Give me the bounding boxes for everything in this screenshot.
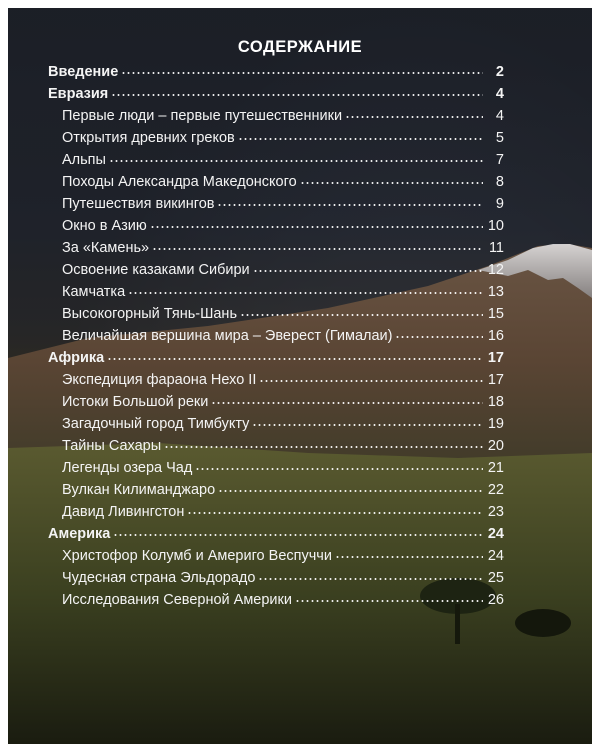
toc-entry-label: За «Камень» bbox=[62, 240, 150, 256]
dot-leader bbox=[238, 138, 483, 140]
toc-entry-label: Величайшая вершина мира – Эверест (Гималаи) bbox=[62, 328, 393, 344]
dot-leader bbox=[258, 578, 483, 580]
toc-entry-label: Вулкан Килиманджаро bbox=[62, 482, 216, 498]
toc-entry[interactable] bbox=[62, 482, 504, 504]
toc-entry[interactable] bbox=[62, 570, 504, 592]
toc-entry-page: 12 bbox=[487, 262, 504, 278]
toc-entry-label: Легенды озера Чад bbox=[62, 460, 193, 476]
toc-entry[interactable] bbox=[48, 526, 504, 548]
dot-leader bbox=[128, 292, 483, 294]
toc-entry-page: 10 bbox=[487, 218, 504, 234]
toc-entry-page: 9 bbox=[495, 196, 504, 212]
dot-leader bbox=[111, 94, 483, 96]
toc-entry-label: Америка bbox=[48, 526, 111, 542]
toc-title: СОДЕРЖАНИЕ bbox=[237, 38, 363, 56]
toc-entry-page: 15 bbox=[487, 306, 504, 322]
toc-entry-page: 20 bbox=[487, 438, 504, 454]
dot-leader bbox=[121, 72, 483, 74]
toc-entry[interactable] bbox=[48, 86, 504, 108]
toc-entry[interactable] bbox=[62, 306, 504, 328]
toc-entry-page: 25 bbox=[487, 570, 504, 586]
toc-entry-page: 2 bbox=[495, 64, 504, 80]
toc-entry[interactable] bbox=[62, 174, 504, 196]
toc-entry[interactable] bbox=[62, 284, 504, 306]
dot-leader bbox=[107, 358, 483, 360]
dot-leader bbox=[164, 446, 483, 448]
dot-leader bbox=[150, 226, 483, 228]
toc-entry-page: 24 bbox=[487, 526, 504, 542]
dot-leader bbox=[152, 248, 483, 250]
toc-entry-label: Путешествия викингов bbox=[62, 196, 215, 212]
dot-leader bbox=[195, 468, 483, 470]
toc-entry-label: Высокогорный Тянь-Шань bbox=[62, 306, 237, 322]
toc-entry-page: 24 bbox=[487, 548, 504, 564]
toc-entry-page: 18 bbox=[487, 394, 504, 410]
toc-entry-label: Открытия древних греков bbox=[62, 130, 235, 146]
toc-entry[interactable] bbox=[62, 548, 504, 570]
toc-entry-label: Введение bbox=[48, 64, 119, 80]
book-page bbox=[8, 8, 592, 744]
dot-leader bbox=[240, 314, 483, 316]
toc-entry[interactable] bbox=[62, 240, 504, 262]
toc-entry-label: Христофор Колумб и Америго Веспуччи bbox=[62, 548, 332, 564]
dot-leader bbox=[252, 424, 483, 426]
toc-entry-page: 17 bbox=[487, 350, 504, 366]
toc-entry-label: Первые люди – первые путешественники bbox=[62, 108, 343, 124]
dot-leader bbox=[113, 534, 483, 536]
toc-entry-label: Альпы bbox=[62, 152, 106, 168]
dot-leader bbox=[217, 204, 483, 206]
dot-leader bbox=[345, 116, 483, 118]
toc-entry-page: 4 bbox=[495, 108, 504, 124]
dot-leader bbox=[335, 556, 483, 558]
toc-entry[interactable] bbox=[62, 152, 504, 174]
toc-entry-label: Камчатка bbox=[62, 284, 126, 300]
toc-entry-page: 23 bbox=[487, 504, 504, 520]
toc-entry-label: Истоки Большой реки bbox=[62, 394, 209, 410]
toc-entry-label: Давид Ливингстон bbox=[62, 504, 185, 520]
dot-leader bbox=[259, 380, 483, 382]
toc-entry-page: 22 bbox=[487, 482, 504, 498]
toc-entry-page: 5 bbox=[495, 130, 504, 146]
dot-leader bbox=[295, 600, 483, 602]
toc-entry-label: Загадочный город Тимбукту bbox=[62, 416, 250, 432]
toc-entry-page: 26 bbox=[487, 592, 504, 608]
toc-entry[interactable] bbox=[62, 108, 504, 130]
toc-entry[interactable] bbox=[62, 328, 504, 350]
toc-entry-page: 11 bbox=[488, 240, 504, 256]
toc-entry[interactable] bbox=[62, 130, 504, 152]
table-of-contents bbox=[8, 8, 592, 744]
toc-entry[interactable] bbox=[62, 262, 504, 284]
toc-entry-page: 17 bbox=[487, 372, 504, 388]
toc-entry[interactable] bbox=[62, 196, 504, 218]
toc-entry-page: 21 bbox=[487, 460, 504, 476]
toc-entry-page: 8 bbox=[495, 174, 504, 190]
toc-entry[interactable] bbox=[62, 372, 504, 394]
toc-entry-label: Исследования Северной Америки bbox=[62, 592, 292, 608]
toc-entry-page: 7 bbox=[495, 152, 504, 168]
toc-entry-label: Освоение казаками Сибири bbox=[62, 262, 250, 278]
toc-entry-label: Походы Александра Македонского bbox=[62, 174, 297, 190]
toc-entry[interactable] bbox=[62, 592, 504, 614]
toc-entry-label: Африка bbox=[48, 350, 105, 366]
toc-entry[interactable] bbox=[62, 460, 504, 482]
toc-entry[interactable] bbox=[62, 416, 504, 438]
toc-entry-label: Тайны Сахары bbox=[62, 438, 162, 454]
toc-entry-page: 13 bbox=[487, 284, 504, 300]
dot-leader bbox=[253, 270, 483, 272]
toc-entry-label: Экспедиция фараона Нехо II bbox=[62, 372, 257, 388]
toc-entry[interactable] bbox=[62, 504, 504, 526]
toc-entry-label: Окно в Азию bbox=[62, 218, 147, 234]
toc-entry-page: 19 bbox=[487, 416, 504, 432]
dot-leader bbox=[187, 512, 483, 514]
dot-leader bbox=[300, 182, 483, 184]
dot-leader bbox=[218, 490, 483, 492]
toc-entry[interactable] bbox=[62, 438, 504, 460]
toc-entry-page: 16 bbox=[487, 328, 504, 344]
dot-leader bbox=[395, 336, 483, 338]
toc-entry[interactable] bbox=[62, 218, 504, 240]
toc-entry-label: Евразия bbox=[48, 86, 109, 102]
toc-entry-label: Чудесная страна Эльдорадо bbox=[62, 570, 256, 586]
toc-entry[interactable] bbox=[48, 64, 504, 86]
toc-entry[interactable] bbox=[48, 350, 504, 372]
toc-entry[interactable] bbox=[62, 394, 504, 416]
dot-leader bbox=[109, 160, 483, 162]
toc-entry-page: 4 bbox=[495, 86, 504, 102]
dot-leader bbox=[211, 402, 483, 404]
